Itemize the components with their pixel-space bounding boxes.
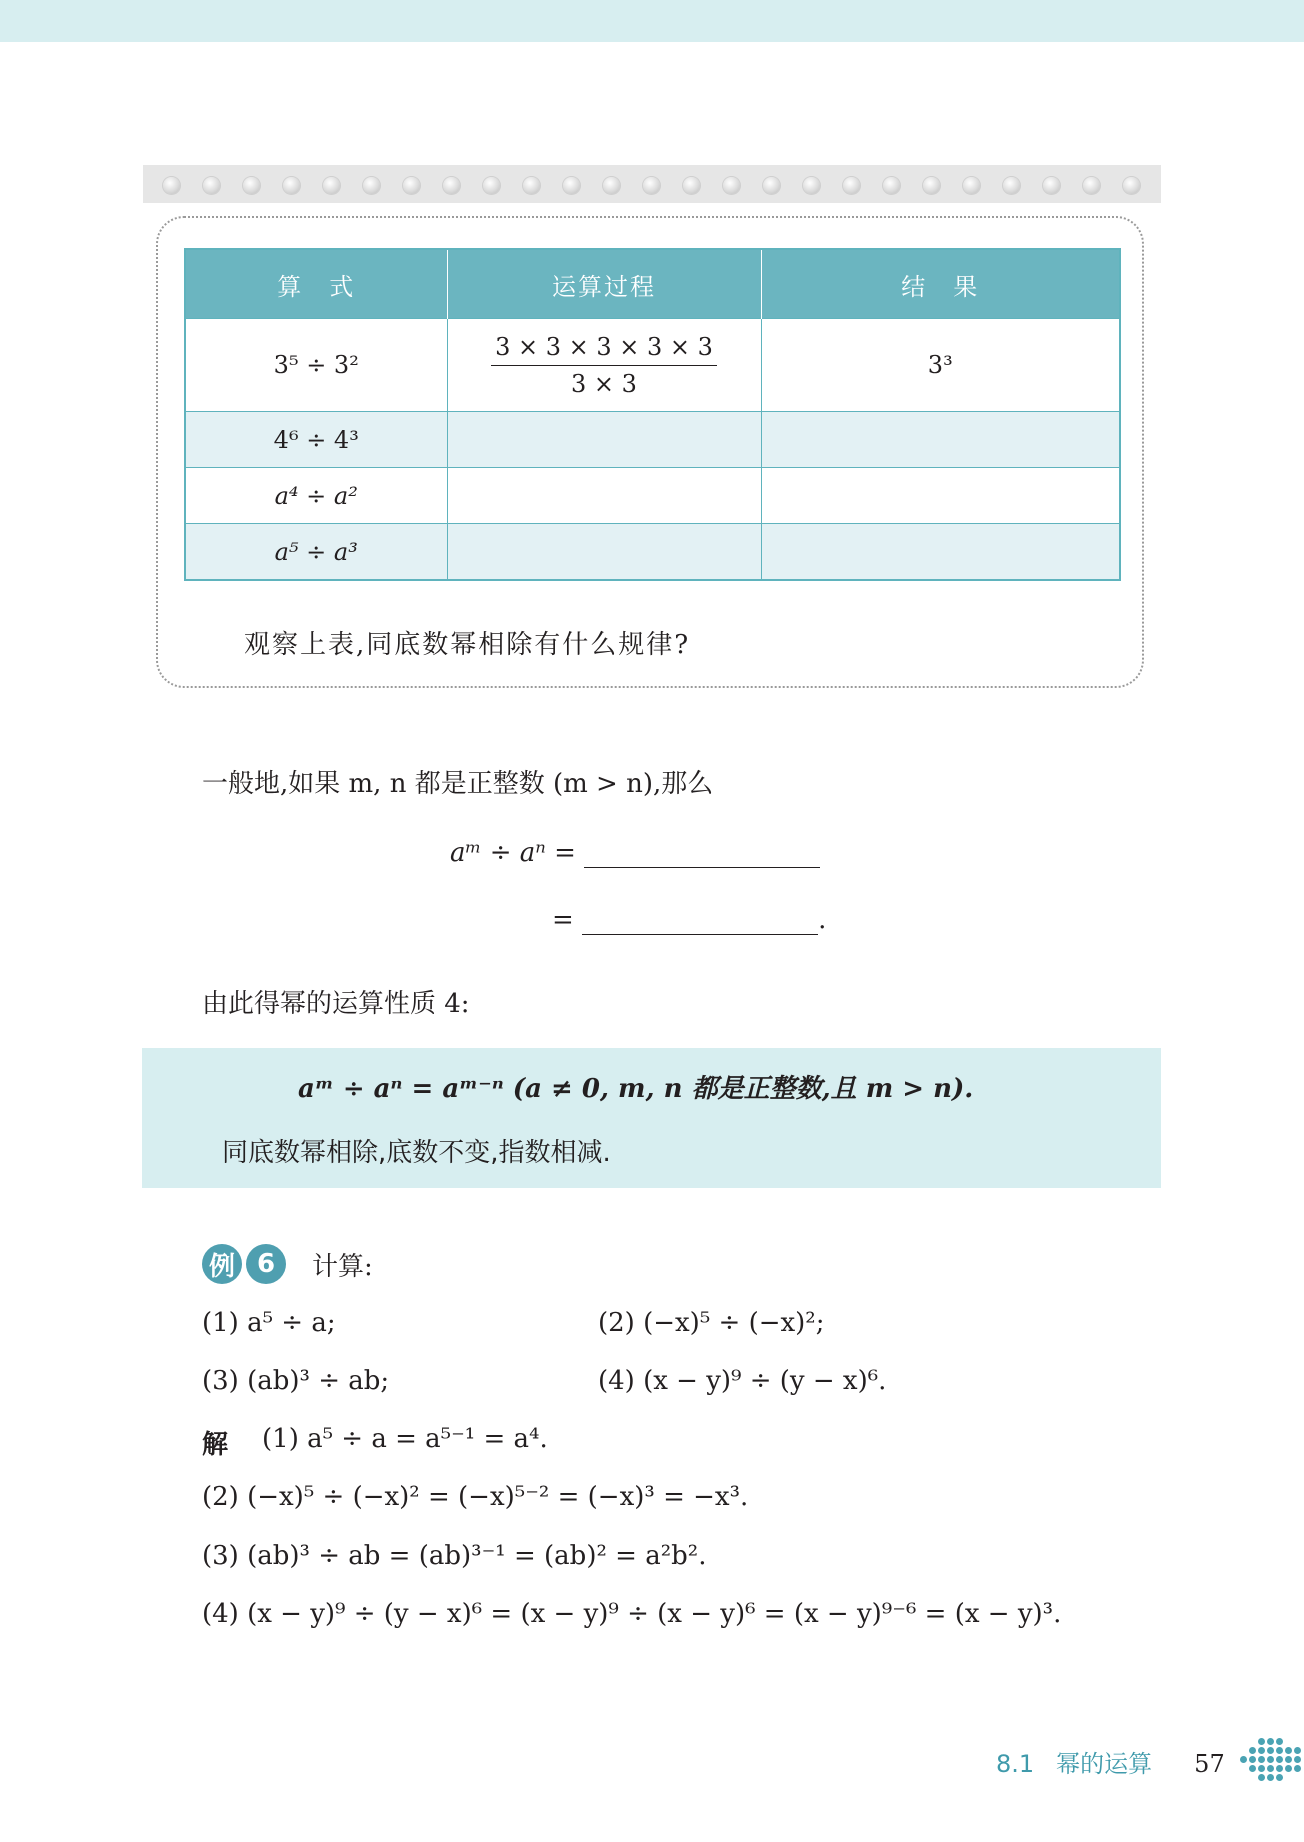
row1-result: 3³ [761, 319, 1120, 412]
footer-dot [1249, 1756, 1256, 1763]
example-title: 计算: [312, 1251, 373, 1282]
binder-ring-icon [763, 177, 780, 194]
footer-dot [1267, 1765, 1274, 1772]
example-problem-1: (1) a⁵ ÷ a; [202, 1308, 336, 1338]
binder-ring-icon [963, 177, 980, 194]
table-row [185, 468, 1120, 524]
binder-ring-icon [203, 177, 220, 194]
binder-ring-icon [243, 177, 260, 194]
footer-dot [1240, 1756, 1247, 1763]
solution-line-1 [202, 1424, 548, 1461]
fraction-denominator: 3 × 3 [571, 369, 637, 398]
row1-process [447, 319, 761, 412]
rule-text: 同底数幂相除,底数不变,指数相减. [222, 1138, 611, 1168]
binder-ring-icon [1043, 177, 1060, 194]
solution-4: (4) (x − y)⁹ ÷ (y − x)⁶ = (x − y)⁹ ÷ (x − y)⁶ = (x − y)⁹⁻⁶ = (x − y)³. [202, 1599, 1062, 1629]
row3-result-blank[interactable] [761, 468, 1120, 524]
binder-ring-icon [803, 177, 820, 194]
binder-ring-icon [323, 177, 340, 194]
header-result: 结 果 [761, 249, 1120, 319]
footer-dot [1258, 1774, 1265, 1781]
row1-expression: 3⁵ ÷ 3² [185, 319, 447, 412]
example-problem-2: (2) (−x)⁵ ÷ (−x)²; [598, 1308, 825, 1338]
footer-dot [1267, 1738, 1274, 1745]
footer-dot [1276, 1765, 1283, 1772]
table-row [185, 524, 1120, 581]
binder-ring-icon [563, 177, 580, 194]
footer-dot [1258, 1756, 1265, 1763]
observation-question: 观察上表,同底数幂相除有什么规律? [244, 630, 691, 660]
solution-label: 解 [202, 1430, 229, 1460]
binder-ring-icon [883, 177, 900, 194]
solution-1: (1) a⁵ ÷ a = a⁵⁻¹ = a⁴. [262, 1424, 548, 1454]
row2-result-blank[interactable] [761, 412, 1120, 468]
footer-dot [1276, 1774, 1283, 1781]
binder-ring-icon [643, 177, 660, 194]
formula-line-2 [552, 905, 826, 935]
footer-dot [1285, 1765, 1292, 1772]
formula-lhs: aᵐ ÷ aⁿ = [450, 838, 576, 868]
example-heading [202, 1244, 373, 1284]
footer-dot [1258, 1747, 1265, 1754]
rule-formula: aᵐ ÷ aⁿ = aᵐ⁻ⁿ (a ≠ 0, m, n 都是正整数,且 m > n). [298, 1074, 974, 1104]
row3-expression: a⁴ ÷ a² [185, 468, 447, 524]
footer-dot [1294, 1747, 1301, 1754]
table-row [185, 319, 1120, 412]
table-row [185, 412, 1120, 468]
example-badge-number: 6 [246, 1244, 286, 1284]
row2-process-blank[interactable] [447, 412, 761, 468]
binder-ring-icon [923, 177, 940, 194]
binder-ring-icon [1123, 177, 1140, 194]
binder-ring-icon [683, 177, 700, 194]
property-intro: 由此得幂的运算性质 4: [202, 989, 470, 1019]
binder-ring-icon [403, 177, 420, 194]
binder-ring-icon [523, 177, 540, 194]
row2-expression: 4⁶ ÷ 4³ [185, 412, 447, 468]
header-process: 运算过程 [447, 249, 761, 319]
footer-title: 幂的运算 [1056, 1750, 1153, 1778]
page-number: 57 [1194, 1750, 1225, 1778]
footer-dot [1267, 1756, 1274, 1763]
formula-blank-1[interactable] [584, 841, 820, 868]
notebook-ring-strip [143, 165, 1161, 203]
binder-ring-icon [1003, 177, 1020, 194]
footer-dot [1267, 1774, 1274, 1781]
example-problem-4: (4) (x − y)⁹ ÷ (y − x)⁶. [598, 1366, 887, 1396]
binder-ring-icon [1083, 177, 1100, 194]
footer-dot [1258, 1738, 1265, 1745]
fraction-numerator: 3 × 3 × 3 × 3 × 3 [491, 333, 717, 366]
footer-dot [1249, 1747, 1256, 1754]
footer-dot [1258, 1765, 1265, 1772]
binder-ring-icon [163, 177, 180, 194]
footer-dot [1276, 1738, 1283, 1745]
header-expression: 算 式 [185, 249, 447, 319]
binder-ring-icon [443, 177, 460, 194]
footer-dot [1276, 1756, 1283, 1763]
footer-dot-grid-icon [1240, 1738, 1304, 1788]
footer-dot [1294, 1765, 1301, 1772]
footer-dot [1294, 1756, 1301, 1763]
formula-period: . [818, 905, 827, 935]
top-color-band [0, 0, 1304, 42]
row4-process-blank[interactable] [447, 524, 761, 581]
example-problem-3: (3) (ab)³ ÷ ab; [202, 1366, 390, 1396]
page-footer [996, 1744, 1225, 1779]
formula-equals: = [552, 905, 574, 935]
footer-dot [1276, 1747, 1283, 1754]
footer-section: 8.1 [996, 1750, 1035, 1778]
row4-expression: a⁵ ÷ a³ [185, 524, 447, 581]
footer-dot [1267, 1747, 1274, 1754]
formula-line-1 [450, 838, 820, 868]
process-fraction [491, 333, 717, 398]
binder-ring-icon [603, 177, 620, 194]
footer-dot [1285, 1747, 1292, 1754]
row3-process-blank[interactable] [447, 468, 761, 524]
footer-dot [1249, 1765, 1256, 1772]
example-badge-label: 例 [202, 1244, 242, 1284]
binder-ring-icon [363, 177, 380, 194]
binder-ring-icon [843, 177, 860, 194]
formula-blank-2[interactable] [582, 908, 818, 935]
binder-ring-icon [483, 177, 500, 194]
rule-box [142, 1048, 1161, 1188]
binder-ring-icon [283, 177, 300, 194]
operation-table [184, 248, 1121, 581]
row4-result-blank[interactable] [761, 524, 1120, 581]
solution-2: (2) (−x)⁵ ÷ (−x)² = (−x)⁵⁻² = (−x)³ = −x³. [202, 1482, 749, 1512]
footer-dot [1285, 1756, 1292, 1763]
general-statement: 一般地,如果 m, n 都是正整数 (m > n),那么 [202, 769, 714, 799]
binder-ring-icon [723, 177, 740, 194]
solution-3: (3) (ab)³ ÷ ab = (ab)³⁻¹ = (ab)² = a²b². [202, 1541, 707, 1571]
